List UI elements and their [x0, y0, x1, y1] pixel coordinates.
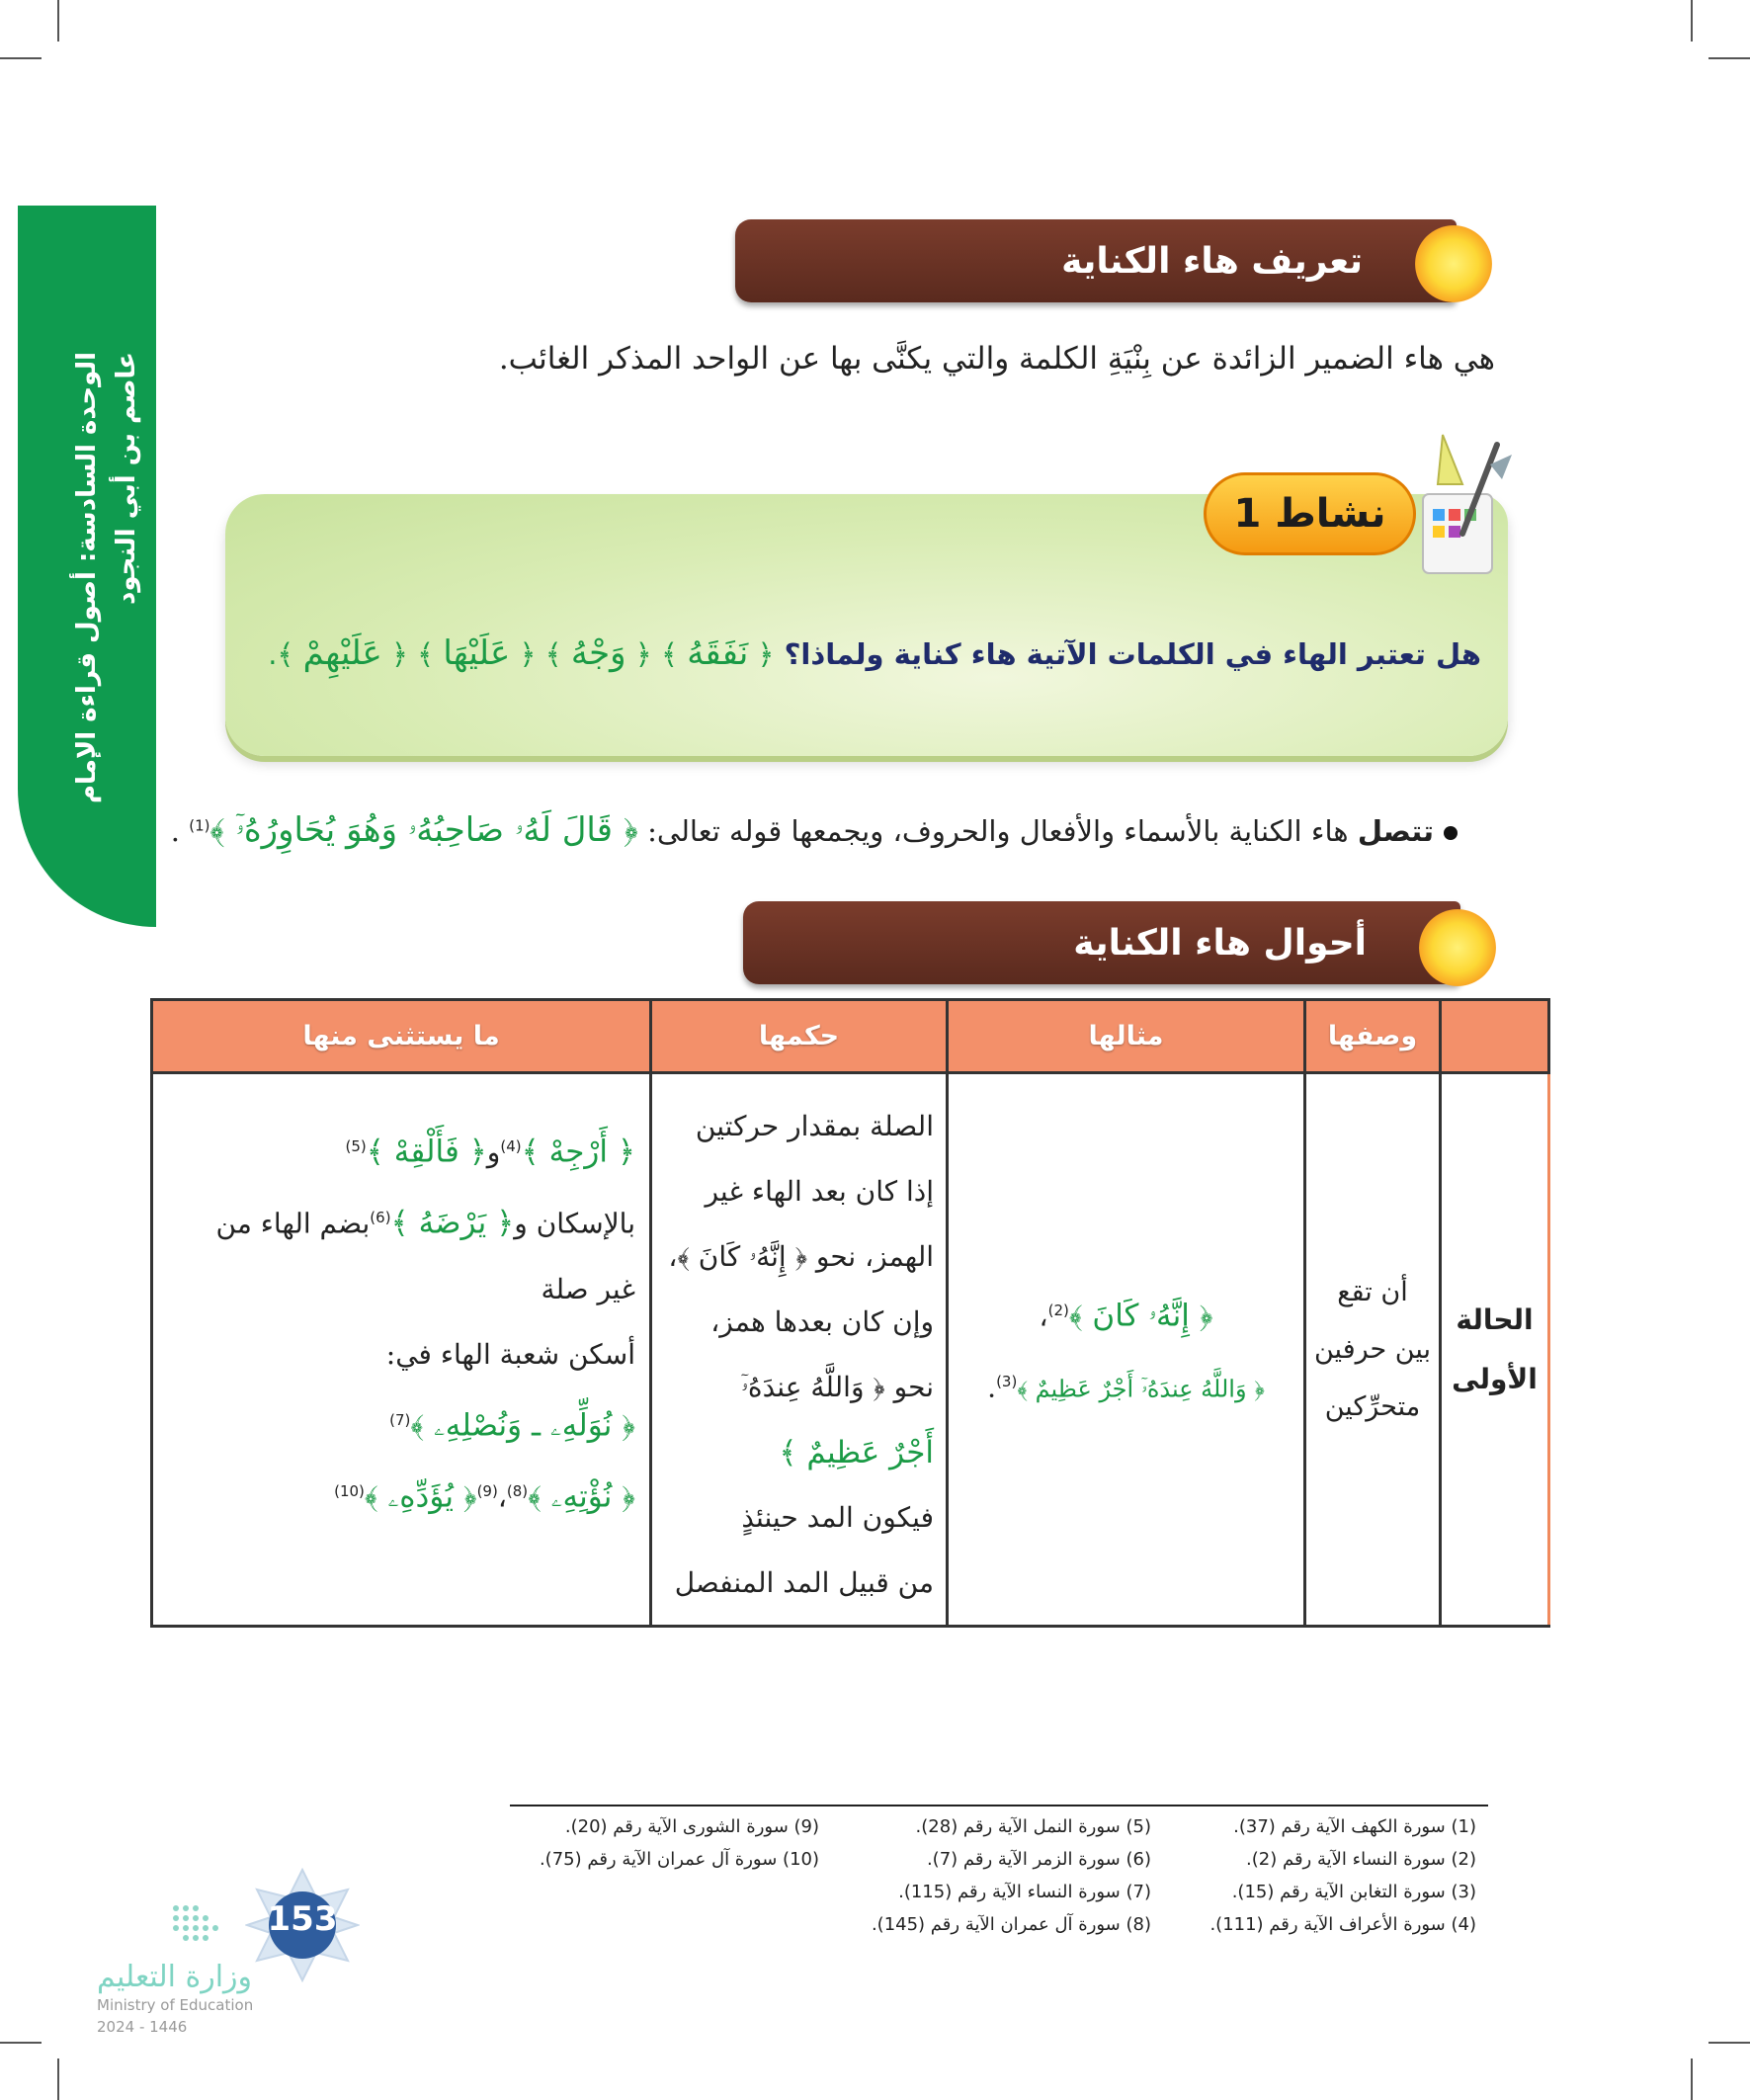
footnotes-col-3: [540, 1810, 819, 1876]
example-verse: ﴿ إِنَّهُۥ كَانَ ﴾: [1068, 1298, 1213, 1333]
crop-mark: [57, 0, 59, 42]
section-header-states: [743, 901, 1460, 984]
ministry-name-ar: وزارة التعليم: [97, 1960, 253, 1994]
crop-mark: [1708, 2042, 1750, 2044]
footnote: (1) سورة الكهف الآية رقم (37).: [1233, 1816, 1476, 1837]
footnote: (9) سورة الشورى الآية رقم (20).: [564, 1816, 819, 1837]
footnote: (3) سورة التغابن الآية رقم (15).: [1231, 1882, 1476, 1902]
activity-badge: نشاط 1: [1204, 472, 1416, 555]
word-4: عَلَيْهِمْ: [302, 633, 382, 673]
bullet-point: تتصل هاء الكناية بالأسماء والأفعال والحروف، ويجمعها قوله تعالى: ﴿ قَالَ لَهُۥ صَاحِبُهُۥ وَهُوَ يُحَاوِرُهُۥٓ ﴾$^{(1)}$ .: [173, 810, 1458, 850]
exc-verse: ﴿ أَرْجِهْ ﴾: [521, 1134, 635, 1170]
rule-line: من قبيل المد المنفصل: [674, 1566, 934, 1599]
table-header-row: [152, 1000, 1549, 1073]
footnote-ref: (5): [345, 1137, 367, 1155]
stationery-icon: [1403, 425, 1522, 583]
exc-text: بالإسكان و: [514, 1207, 635, 1240]
exc-text: و: [486, 1135, 501, 1169]
header-exceptions: ما يستثنى منها: [152, 1000, 651, 1073]
header-example: مثالها: [948, 1000, 1305, 1073]
footnote: (8) سورة آل عمران الآية رقم (145).: [871, 1914, 1151, 1935]
footnote-ref: (7): [389, 1410, 411, 1429]
header-rule: حكمها: [651, 1000, 948, 1073]
crop-mark: [1708, 57, 1750, 59]
bullet-verse: قَالَ لَهُۥ صَاحِبُهُۥ وَهُوَ يُحَاوِرُهُۥٓ: [235, 810, 614, 850]
state-line: الأولى: [1452, 1362, 1538, 1395]
question-text: هل تعتبر الهاء في الكلمات الآتية هاء كناية ولماذا؟: [784, 637, 1481, 671]
rule-line: فيكون المد حينئذٍ: [741, 1501, 934, 1534]
footnote: (10) سورة آل عمران الآية رقم (75).: [539, 1849, 819, 1870]
crop-mark: [1691, 2058, 1693, 2100]
footnote-ref: (9): [476, 1481, 498, 1500]
page-number: 153: [267, 1899, 338, 1939]
exc-text: أسكن شعبة الهاء في:: [385, 1337, 635, 1371]
footnote-ref: (3): [996, 1373, 1018, 1390]
state-line: الحالة: [1456, 1302, 1534, 1336]
crop-mark: [1691, 0, 1693, 42]
example-verse: ﴿ وَاللَّهُ عِندَهُۥٓ أَجْرٌ عَظِيمٌ ﴾: [1017, 1375, 1265, 1403]
sun-icon: [1415, 225, 1492, 302]
footnote-ref: (4): [500, 1137, 522, 1155]
section-title: تعريف هاء الكناية: [1061, 240, 1363, 282]
footnote-divider: [510, 1805, 1488, 1806]
ministry-name-en: Ministry of Education: [97, 1996, 254, 2014]
state-cell: [1441, 1073, 1549, 1627]
unit-side-line2: عاصم بن أبي النجود: [112, 352, 141, 606]
rule-line: نحو ﴿ وَاللَّهُ عِندَهُۥٓ: [740, 1371, 934, 1403]
footnote-ref: (8): [506, 1481, 529, 1500]
bullet-text: هاء الكناية بالأسماء والأفعال والحروف، ويجمعها قوله تعالى:: [647, 814, 1349, 848]
rule-line: الصلة بمقدار حركتين: [695, 1110, 934, 1142]
footnote: (6) سورة الزمر الآية رقم (7).: [926, 1849, 1151, 1870]
crop-mark: [57, 2058, 59, 2100]
table-row: [152, 1073, 1549, 1627]
rule-line: أَجْرٌ عَظِيمٌ ﴾: [779, 1435, 934, 1470]
rule-line: إذا كان بعد الهاء غير: [705, 1175, 934, 1208]
rule-line: وإن كان بعدها همز،: [710, 1305, 934, 1338]
crop-mark: [0, 2042, 42, 2044]
exc-text: غير صلة: [541, 1272, 635, 1305]
exc-verse: ﴿ نُوَلِّهِۦ ـ وَنُصْلِهِۦ ﴾: [410, 1406, 635, 1443]
footnote: (7) سورة النساء الآية رقم (115).: [898, 1882, 1151, 1902]
exc-verse: ﴿ يَرْضَهُ ﴾: [390, 1205, 515, 1241]
exceptions-cell: ﴿ أَرْجِهْ ﴾$^{(4)}$و﴿ فَأَلْقِهْ ﴾$^{(5)}$ بالإسكان و﴿ يَرْضَهُ ﴾$^{(6)}$بضم الهاء من غير صلة أسكن شعبة الهاء في: ﴿ نُوَلِّهِۦ ـ وَنُصْلِهِۦ ﴾$^{(7)}$ ﴿ نُؤْتِهِۦ ﴾$^{(8)}$،$^{(9)}$﴿ يُؤَدِّهِۦ ﴾$^{(10)}$: [152, 1073, 651, 1627]
word-1: نَفَقَهُ: [687, 633, 749, 673]
header-state: [1441, 1000, 1549, 1073]
footnote-ref: (2): [1047, 1301, 1069, 1319]
rule-cell: [651, 1073, 948, 1627]
ministry-logo-icon: [170, 1902, 229, 1952]
example-cell: ﴿ إِنَّهُۥ كَانَ ﴾$^{(2)}$، ﴿ وَاللَّهُ عِندَهُۥٓ أَجْرٌ عَظِيمٌ ﴾$^{(3)}$.: [948, 1073, 1305, 1627]
bullet-icon: [1444, 826, 1458, 840]
desc-line: متحرِّكين: [1324, 1390, 1421, 1422]
desc-line: أن تقع: [1337, 1276, 1408, 1307]
activity-question: هل تعتبر الهاء في الكلمات الآتية هاء كناية ولماذا؟ ﴿ نَفَقَهُ ﴾ ﴿ وَجْهُ ﴾ ﴿ عَلَيْهَا ﴾ ﴿ عَلَيْهِمْ ﴾.: [268, 633, 1481, 673]
sun-icon: [1419, 909, 1496, 986]
bullet-bold: تتصل: [1357, 814, 1434, 848]
footnotes-col-1: [1209, 1810, 1476, 1941]
rule-line: الهمز، نحو ﴿ إِنَّهُۥ كَانَ ﴾،: [668, 1240, 934, 1273]
footnote: (4) سورة الأعراف الآية رقم (111).: [1209, 1914, 1476, 1935]
ministry-year: 2024 - 1446: [97, 2018, 188, 2036]
exc-verse: ﴿ يُؤَدِّهِۦ ﴾: [364, 1478, 477, 1515]
exc-verse: ﴿ نُؤْتِهِۦ ﴾: [528, 1478, 635, 1515]
unit-side-line1: الوحدة السادسة: أصول قراءة الإمام: [72, 352, 102, 804]
desc-cell: [1305, 1073, 1441, 1627]
exc-verse: ﴿ فَأَلْقِهْ ﴾: [366, 1134, 487, 1170]
footnote-ref: (6): [370, 1209, 391, 1227]
definition-text: هي هاء الضمير الزائدة عن بِنْيَةِ الكلمة والتي يكنَّى بها عن الواحد المذكر الغائب.: [498, 341, 1495, 377]
states-table: [150, 998, 1550, 1628]
word-2: وَجْهُ: [570, 633, 626, 673]
crop-mark: [0, 57, 42, 59]
footnote-ref: (10): [334, 1481, 365, 1500]
desc-line: بين حرفين: [1314, 1333, 1431, 1365]
section-header-definition: [735, 219, 1457, 302]
footnote: (5) سورة النمل الآية رقم (28).: [915, 1816, 1151, 1837]
section-title: أحوال هاء الكناية: [1073, 922, 1367, 964]
footnote: (2) سورة النساء الآية رقم (2).: [1246, 1849, 1476, 1870]
unit-side-title: [67, 352, 156, 846]
word-3: عَلَيْهَا: [443, 633, 511, 673]
footnotes-col-2: [872, 1810, 1151, 1941]
exc-text: بضم الهاء من: [215, 1207, 371, 1240]
header-desc: وصفها: [1305, 1000, 1441, 1073]
footnote-ref: (1): [189, 816, 210, 835]
